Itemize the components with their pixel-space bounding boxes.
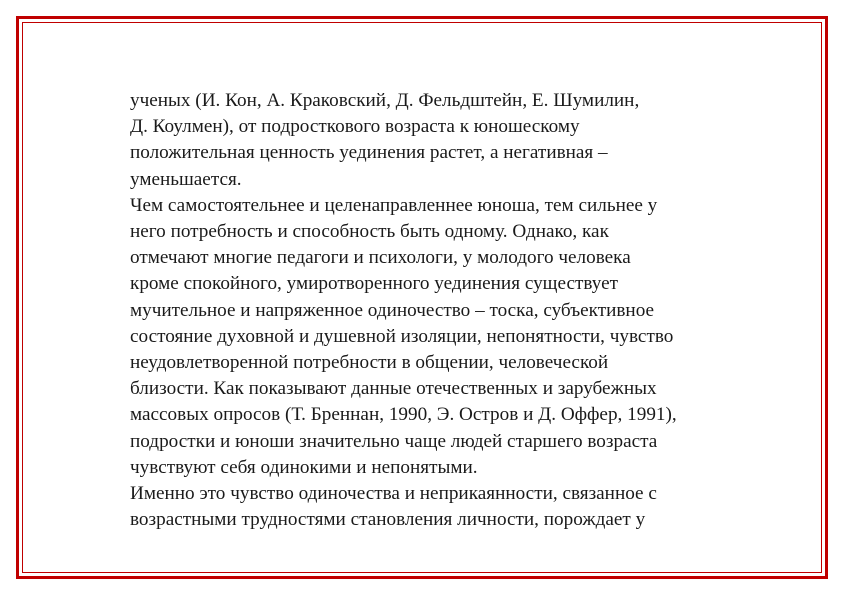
slide-body-text [130,88,770,533]
text-line: ученых (И. Кон, А. Краковский, Д. Фельдштейн, Е. Шумилин, [130,90,640,111]
text-line: Д. Коулмен), от подросткового возраста к юношескому [130,116,580,138]
text-line: близости. Как показывают данные отечественных и зарубежных [130,378,657,400]
text-line: уменьшается. [130,168,242,190]
text-line: возрастными трудностями становления личности, порождает у [130,509,646,531]
text-line: неудовлетворенной потребности в общении, человеческой [130,352,609,374]
text-line: кроме спокойного, умиротворенного уединения существует [130,273,618,295]
text-line: отмечают многие педагоги и психологи, у молодого человека [130,247,631,269]
text-line: подростки и юноши значительно чаще людей старшего возраста [130,430,658,452]
text-line: чувствуют себя одинокими и непонятыми. [130,456,478,478]
text-line: Чем самостоятельнее и целенаправленнее юноша, тем сильнее у [130,194,658,216]
text-line: мучительное и напряженное одиночество – тоска, субъективное [130,299,655,321]
text-line: него потребность и способность быть одному. Однако, как [130,221,609,243]
text-line: массовых опросов (Т. Бреннан, 1990, Э. Остров и Д. Оффер, 1991), [130,404,677,426]
text-line: Именно это чувство одиночества и неприкаянности, связанное с [130,483,657,505]
text-line: положительная ценность уединения растет, а негативная – [130,142,608,164]
text-line: состояние духовной и душевной изоляции, непонятности, чувство [130,325,674,347]
